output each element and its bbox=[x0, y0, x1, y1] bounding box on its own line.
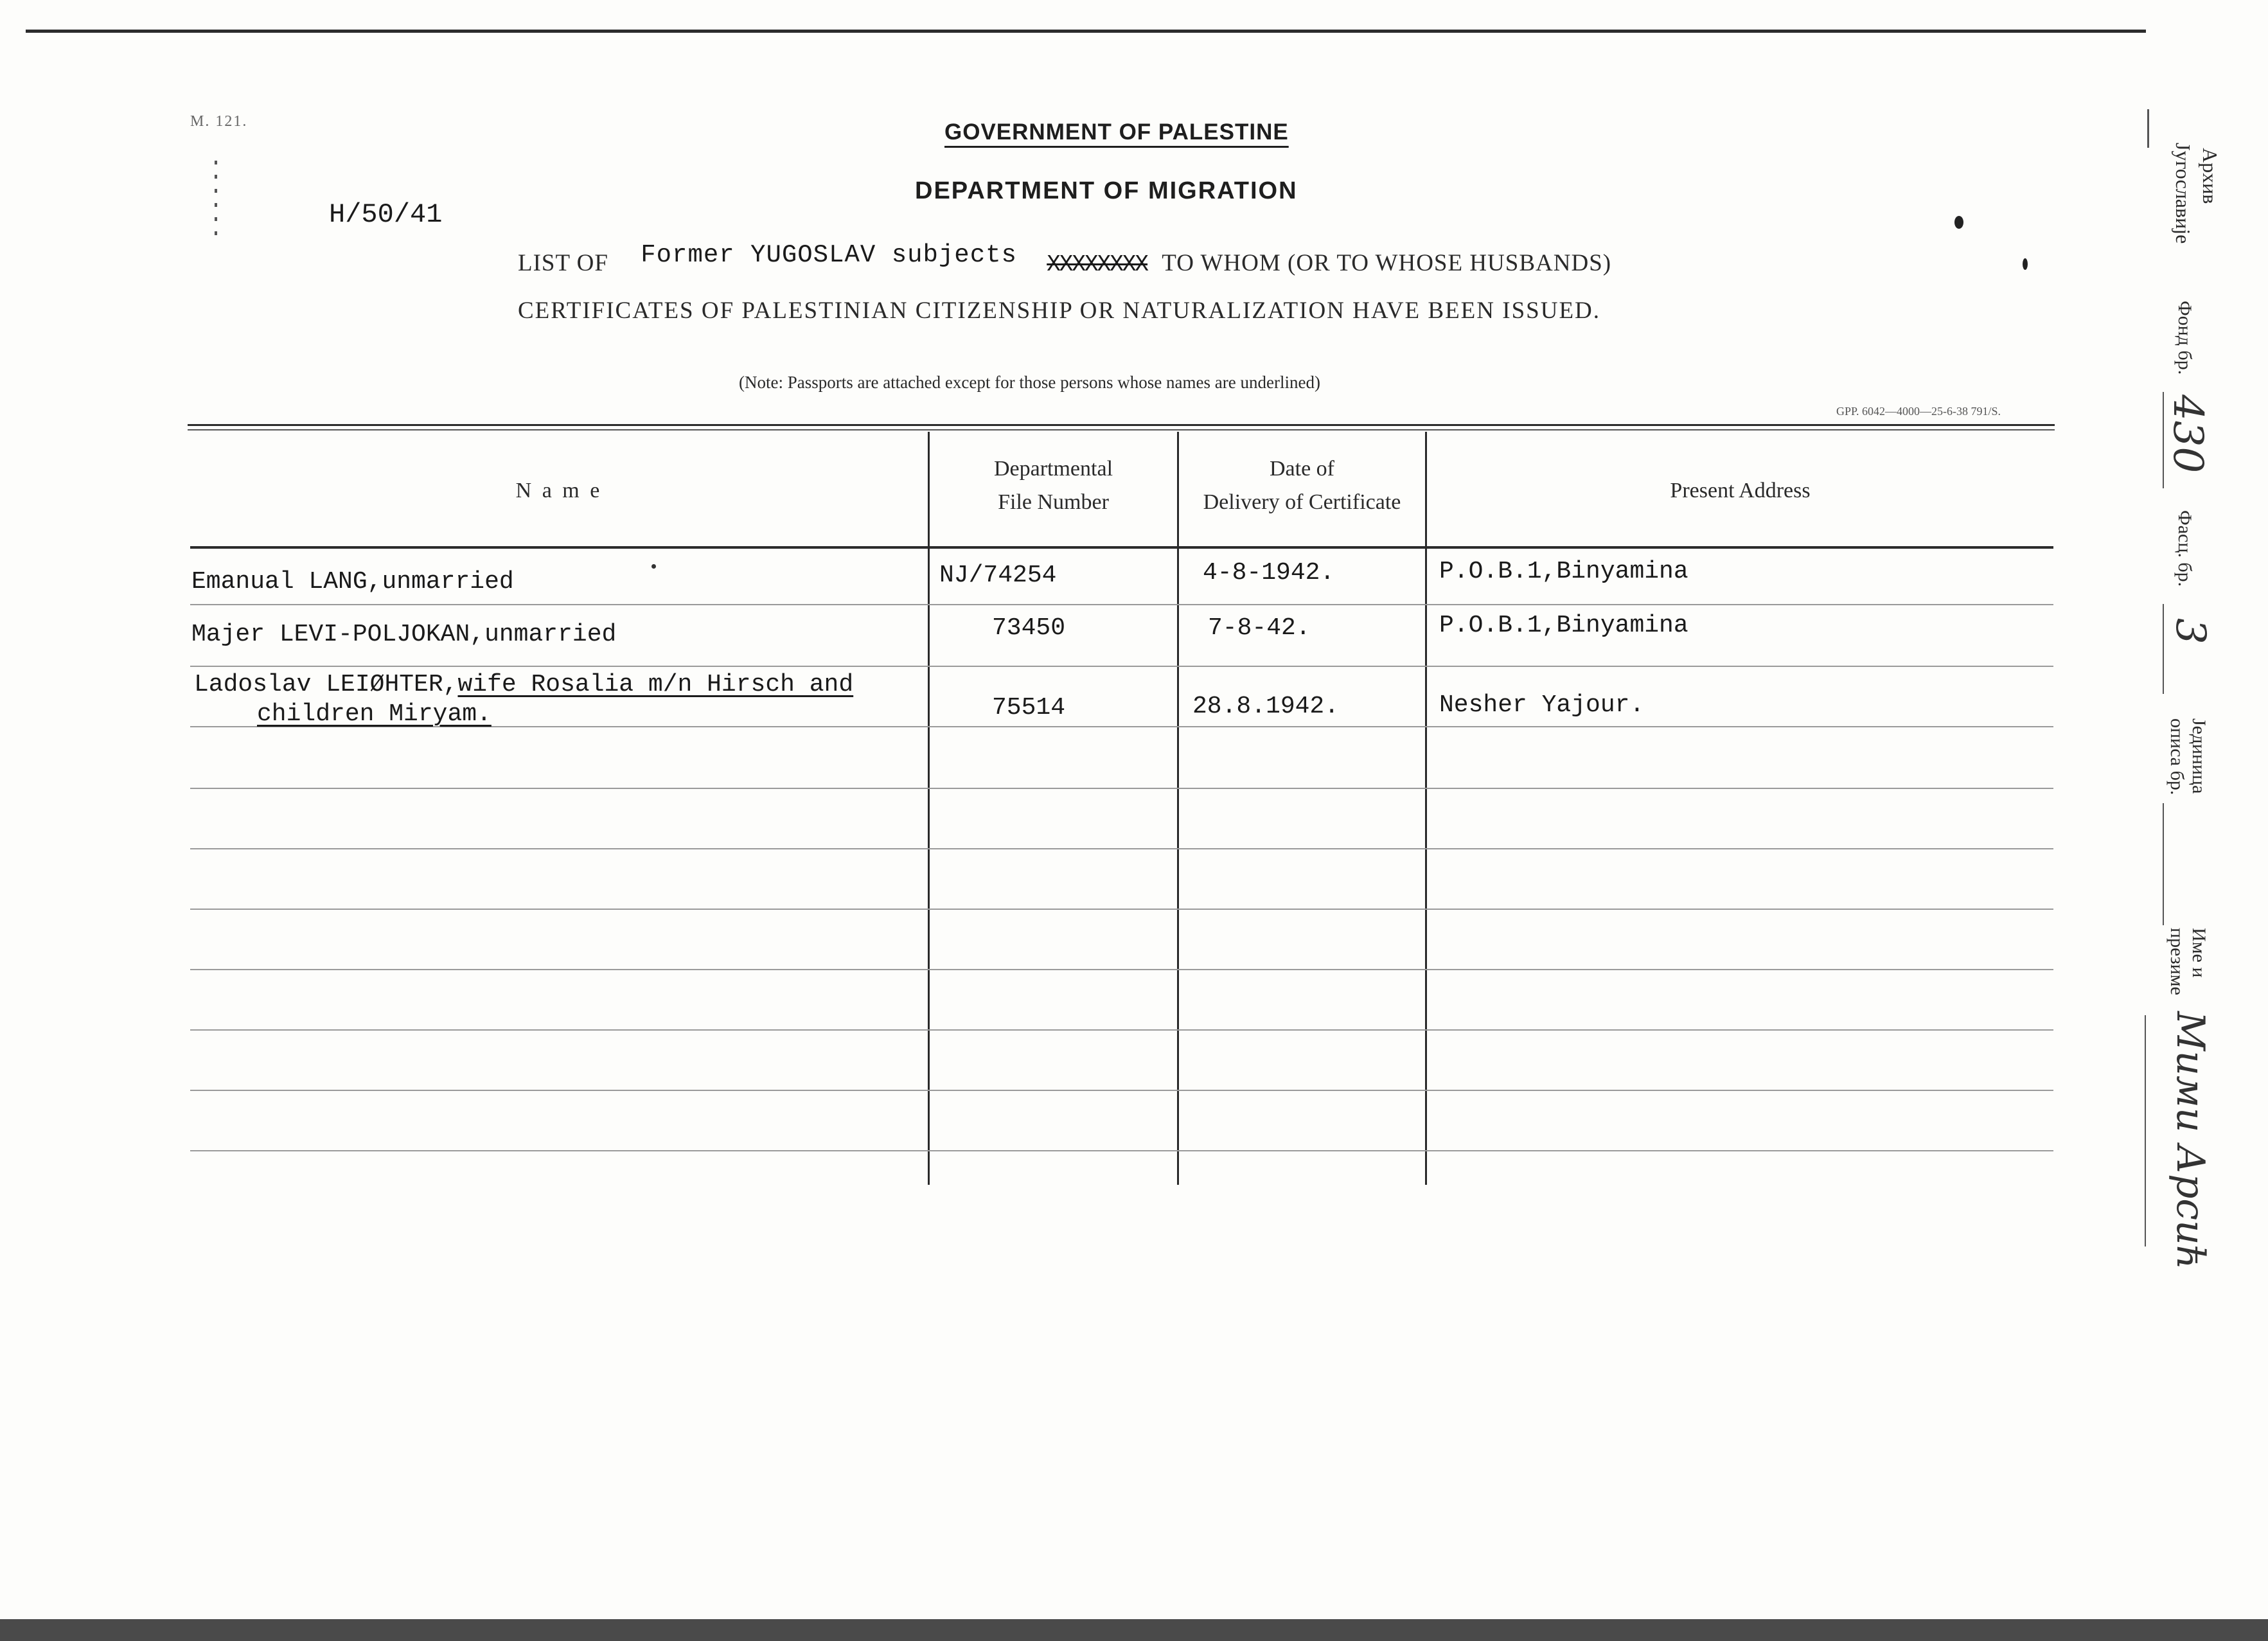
row-rule bbox=[190, 666, 2053, 667]
name-label-1: Име и bbox=[2188, 928, 2210, 978]
file-reference: H/50/41 bbox=[329, 199, 443, 230]
row2-date: 7-8-42. bbox=[1208, 614, 1311, 642]
archive-title-1: Архив bbox=[2199, 148, 2222, 204]
fasc-label: Фасц. бр. bbox=[2174, 510, 2195, 587]
row1-name: Emanual LANG,unmarried bbox=[191, 568, 514, 596]
row-rule bbox=[190, 909, 2053, 910]
printer-code: GPP. 6042—4000—25-6-38 791/S. bbox=[1836, 405, 2001, 418]
government-title bbox=[944, 120, 1289, 145]
row-rule bbox=[190, 969, 2053, 970]
column-header-file-line2: File Number bbox=[998, 490, 1109, 514]
stamp-top-tick bbox=[2147, 109, 2149, 148]
speck-mark bbox=[651, 564, 656, 569]
unit-label-2: описа бр. bbox=[2166, 718, 2188, 795]
row-rule bbox=[190, 1150, 2053, 1151]
fasc-value: 3 bbox=[2166, 618, 2214, 644]
top-border-line bbox=[26, 30, 2146, 33]
row-rule bbox=[190, 604, 2053, 605]
row1-date: 4-8-1942. bbox=[1203, 559, 1335, 587]
row-rule bbox=[190, 1090, 2053, 1091]
speck-mark bbox=[1954, 216, 1963, 229]
department-title: DEPARTMENT OF MIGRATION bbox=[915, 177, 1298, 204]
government-text: GOVERNMENT OF PALESTINE bbox=[944, 120, 1289, 145]
column-header-date bbox=[1179, 452, 1425, 519]
row2-address: P.O.B.1,Binyamina bbox=[1439, 612, 1688, 639]
list-struck-word: XXXXXXXX bbox=[1047, 251, 1148, 278]
unit-label-1: Јединица bbox=[2188, 718, 2210, 794]
table-top-rule-2 bbox=[188, 429, 2055, 430]
table-header-rule bbox=[190, 546, 2053, 549]
passport-note: (Note: Passports are attached except for those persons whose names are underlined) bbox=[739, 373, 1320, 392]
column-header-address: Present Address bbox=[1670, 479, 1811, 502]
row1-address: P.O.B.1,Binyamina bbox=[1439, 558, 1688, 585]
row1-file-number: NJ/74254 bbox=[939, 562, 1057, 589]
archive-title-2: Југославије bbox=[2172, 143, 2195, 244]
column-header-name: N a m e bbox=[515, 479, 603, 502]
archivist-signature: Мими Арсић bbox=[2168, 1011, 2213, 1270]
row3-address: Nesher Yajour. bbox=[1439, 691, 1645, 719]
column-header-file-line1: Departmental bbox=[993, 457, 1113, 481]
table-top-rule bbox=[188, 424, 2055, 426]
row3-name-primary: Ladoslav LEIØHTER, bbox=[194, 671, 458, 698]
column-divider-2 bbox=[1177, 432, 1179, 1185]
stamp-bottom-line bbox=[2145, 1015, 2146, 1246]
list-suffix: TO WHOM (OR TO WHOSE HUSBANDS) bbox=[1162, 250, 1612, 276]
unit-underline bbox=[2163, 803, 2164, 925]
form-code: M. 121. bbox=[190, 113, 248, 130]
row-rule bbox=[190, 848, 2053, 849]
row3-name-line2: children Miryam. bbox=[257, 700, 492, 728]
list-typed-subjects: Former YUGOSLAV subjects bbox=[641, 241, 1017, 269]
fond-value: 430 bbox=[2164, 395, 2211, 474]
fasc-underline bbox=[2163, 604, 2164, 694]
list-prefix: LIST OF bbox=[518, 250, 608, 276]
column-header-date-line1: Date of bbox=[1269, 457, 1334, 481]
row3-name-line1 bbox=[194, 671, 853, 698]
row-rule bbox=[190, 788, 2053, 789]
fond-label: Фонд бр. bbox=[2174, 301, 2195, 375]
row2-name: Majer LEVI-POLJOKAN,unmarried bbox=[191, 621, 617, 648]
fond-underline bbox=[2163, 392, 2164, 488]
column-divider-1 bbox=[928, 432, 930, 1185]
speck-mark bbox=[2023, 258, 2028, 270]
row3-date: 28.8.1942. bbox=[1192, 693, 1340, 720]
column-header-file bbox=[930, 452, 1177, 519]
list-title-line2: CERTIFICATES OF PALESTINIAN CITIZENSHIP OR NATURALIZATION HAVE BEEN ISSUED. bbox=[518, 297, 1601, 324]
column-header-date-line2: Delivery of Certificate bbox=[1203, 490, 1401, 514]
list-title-line1 bbox=[518, 241, 1612, 278]
column-divider-3 bbox=[1425, 432, 1427, 1185]
row3-file-number: 75514 bbox=[992, 694, 1066, 722]
row3-name-spouse: wife Rosalia m/n Hirsch and bbox=[457, 671, 854, 698]
row2-file-number: 73450 bbox=[992, 614, 1066, 642]
speck-mark bbox=[215, 161, 217, 238]
row-rule bbox=[190, 1029, 2053, 1031]
name-label-2: презиме bbox=[2166, 928, 2188, 995]
